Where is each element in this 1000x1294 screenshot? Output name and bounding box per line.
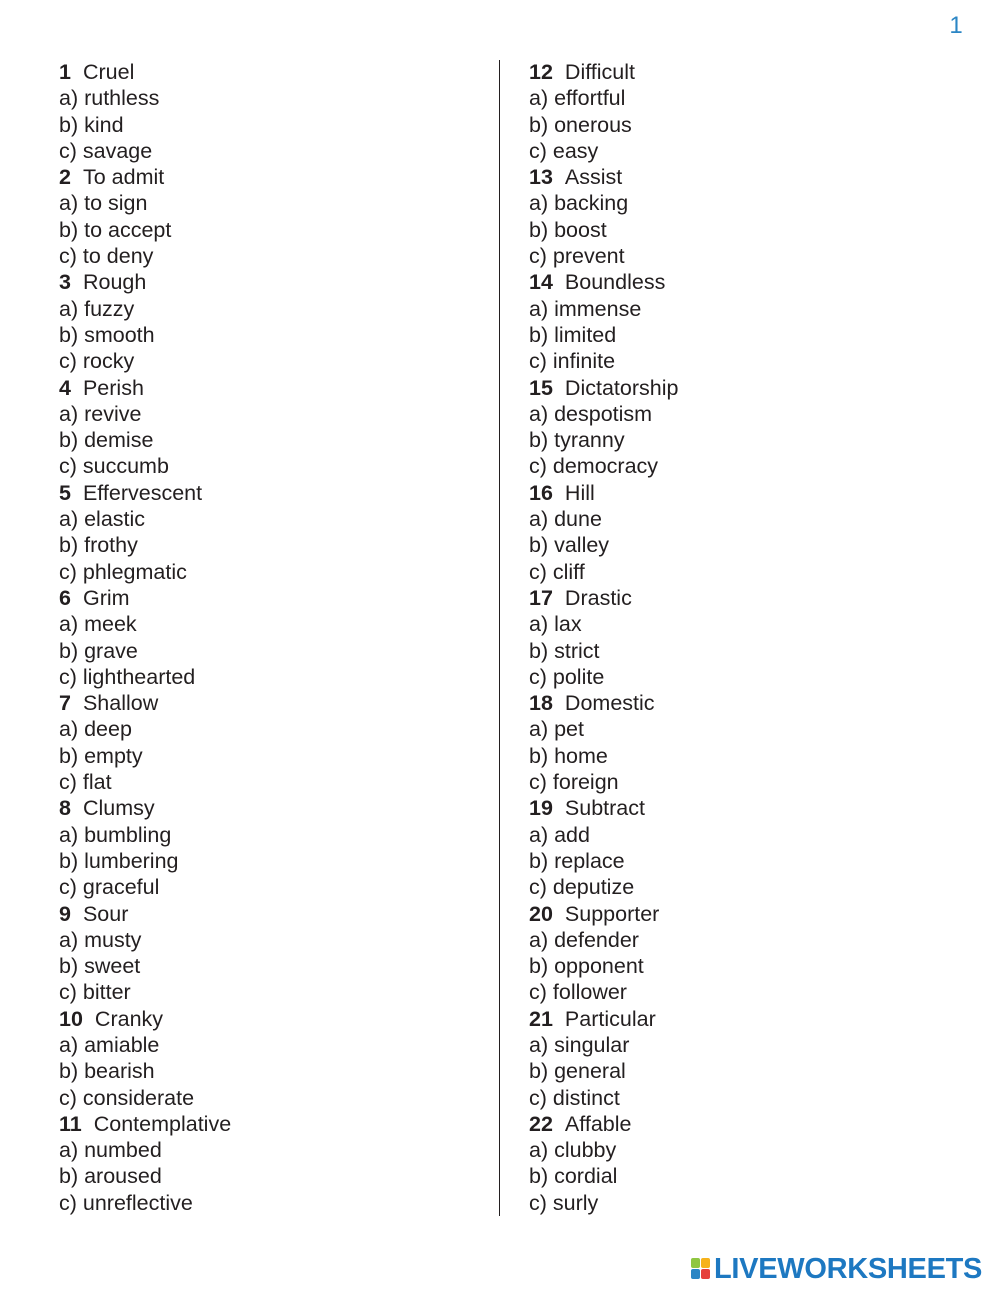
answer-option[interactable]: b) home bbox=[529, 743, 608, 768]
answer-option[interactable]: b) tyranny bbox=[529, 428, 625, 453]
answer-option[interactable]: b) lumbering bbox=[59, 848, 179, 873]
question-word: Cruel bbox=[82, 60, 135, 84]
question-heading bbox=[59, 59, 479, 85]
question-word: Boundless bbox=[564, 270, 666, 295]
answer-option[interactable]: c) deputize bbox=[529, 875, 635, 900]
question-word: Domestic bbox=[564, 691, 655, 716]
question-block bbox=[59, 795, 479, 900]
answer-option[interactable]: a) despotism bbox=[529, 401, 653, 426]
question-word: Contemplative bbox=[93, 1111, 232, 1136]
answer-option[interactable]: c) foreign bbox=[529, 770, 619, 795]
question-block bbox=[59, 375, 479, 480]
liveworksheets-logo bbox=[691, 1253, 982, 1285]
question-number: 6 bbox=[59, 585, 71, 610]
brand-wordmark: LIVEWORKSHEETS bbox=[714, 1253, 983, 1285]
question-word: To admit bbox=[82, 165, 165, 190]
question-word: Sour bbox=[82, 901, 129, 926]
question-block bbox=[529, 480, 949, 585]
answer-option[interactable]: a) deep bbox=[59, 717, 132, 742]
question-word: Particular bbox=[564, 1006, 656, 1031]
answer-option[interactable]: b) strict bbox=[529, 638, 600, 663]
question-word: Clumsy bbox=[82, 796, 155, 821]
answer-option[interactable]: b) boost bbox=[529, 217, 607, 242]
question-number: 5 bbox=[59, 480, 71, 505]
question-block bbox=[529, 59, 949, 164]
answer-option[interactable]: a) backing bbox=[529, 191, 629, 216]
question-heading bbox=[529, 375, 949, 401]
question-number: 11 bbox=[59, 1111, 82, 1136]
question-number: 18 bbox=[529, 691, 553, 716]
answer-option[interactable]: b) bearish bbox=[59, 1059, 155, 1084]
question-number: 10 bbox=[59, 1006, 83, 1031]
answer-option[interactable]: c) infinite bbox=[529, 349, 616, 374]
question-number: 2 bbox=[59, 165, 71, 190]
answer-option[interactable]: c) graceful bbox=[59, 875, 160, 900]
question-heading bbox=[529, 795, 949, 821]
answer-option[interactable]: b) valley bbox=[529, 533, 610, 558]
question-word: Difficult bbox=[564, 60, 636, 84]
question-number: 19 bbox=[529, 796, 553, 821]
answer-option[interactable]: b) frothy bbox=[59, 533, 138, 558]
answer-option[interactable]: a) amiable bbox=[59, 1032, 160, 1057]
question-number: 7 bbox=[59, 691, 71, 716]
question-number: 22 bbox=[529, 1111, 553, 1136]
question-heading bbox=[59, 901, 479, 927]
liveworksheets-logo-icon bbox=[691, 1258, 711, 1280]
question-number: 8 bbox=[59, 796, 71, 821]
answer-option[interactable]: c) succumb bbox=[59, 454, 169, 479]
question-block bbox=[529, 269, 949, 374]
question-word: Rough bbox=[82, 270, 147, 295]
answer-option[interactable]: b) cordial bbox=[529, 1164, 618, 1189]
question-block bbox=[529, 585, 949, 690]
question-number: 15 bbox=[529, 375, 553, 400]
question-heading bbox=[59, 269, 479, 295]
answer-option[interactable]: a) pet bbox=[529, 717, 584, 742]
answer-option[interactable]: c) bitter bbox=[59, 980, 131, 1005]
question-number: 12 bbox=[529, 60, 553, 84]
answer-option[interactable]: b) replace bbox=[529, 848, 625, 873]
answer-option[interactable]: a) add bbox=[529, 822, 590, 847]
answer-option[interactable]: a) lax bbox=[529, 612, 582, 637]
question-heading bbox=[529, 901, 949, 927]
question-number: 9 bbox=[59, 901, 71, 926]
question-word: Supporter bbox=[564, 901, 660, 926]
question-word: Dictatorship bbox=[564, 375, 679, 400]
answer-option[interactable]: b) sweet bbox=[59, 954, 141, 979]
answer-option[interactable]: c) distinct bbox=[529, 1085, 620, 1110]
question-number: 13 bbox=[529, 165, 553, 190]
question-block bbox=[529, 375, 949, 480]
question-word: Effervescent bbox=[82, 480, 203, 505]
answer-option[interactable]: b) to accept bbox=[59, 217, 172, 242]
question-block bbox=[529, 690, 949, 795]
question-word: Affable bbox=[564, 1111, 632, 1136]
answer-option[interactable]: c) easy bbox=[529, 138, 599, 163]
question-heading bbox=[529, 164, 949, 190]
question-heading bbox=[59, 375, 479, 401]
answer-option[interactable]: a) revive bbox=[59, 401, 142, 426]
question-heading bbox=[529, 585, 949, 611]
question-word: Subtract bbox=[564, 796, 645, 821]
answer-option[interactable]: a) ruthless bbox=[59, 86, 160, 111]
answer-option[interactable]: a) fuzzy bbox=[59, 296, 135, 321]
question-block bbox=[59, 59, 479, 164]
question-word: Perish bbox=[82, 375, 144, 400]
question-word: Shallow bbox=[82, 691, 159, 716]
answer-option[interactable]: b) empty bbox=[59, 743, 143, 768]
answer-option[interactable]: a) elastic bbox=[59, 507, 146, 532]
answer-option[interactable]: a) immense bbox=[529, 296, 642, 321]
answer-option[interactable]: b) grave bbox=[59, 638, 138, 663]
answer-option[interactable]: a) dune bbox=[529, 507, 602, 532]
answer-option[interactable]: a) meek bbox=[59, 612, 137, 637]
question-block bbox=[59, 269, 479, 374]
question-block bbox=[529, 795, 949, 900]
question-word: Drastic bbox=[564, 585, 632, 610]
questions-column-left bbox=[59, 59, 479, 1216]
answer-option[interactable]: a) singular bbox=[529, 1032, 630, 1057]
question-heading bbox=[529, 480, 949, 506]
answer-option[interactable]: b) general bbox=[529, 1059, 626, 1084]
question-heading bbox=[59, 795, 479, 821]
answer-option[interactable]: a) to sign bbox=[59, 191, 148, 216]
answer-option[interactable]: c) lighthearted bbox=[59, 664, 196, 689]
question-word: Grim bbox=[82, 585, 130, 610]
question-heading bbox=[529, 59, 949, 85]
question-heading bbox=[59, 1111, 479, 1137]
answer-option[interactable]: c) prevent bbox=[529, 244, 625, 269]
answer-option[interactable]: c) follower bbox=[529, 980, 627, 1005]
answer-option[interactable]: a) bumbling bbox=[59, 822, 172, 847]
answer-option[interactable]: c) considerate bbox=[59, 1085, 195, 1110]
question-word: Cranky bbox=[94, 1006, 164, 1031]
answer-option[interactable]: a) effortful bbox=[529, 86, 626, 111]
page-number: 1 bbox=[949, 12, 963, 39]
question-heading bbox=[59, 690, 479, 716]
question-heading bbox=[59, 480, 479, 506]
answer-option[interactable]: b) opponent bbox=[529, 954, 644, 979]
question-number: 17 bbox=[529, 585, 553, 610]
question-heading bbox=[529, 1006, 949, 1032]
answer-option[interactable]: c) to deny bbox=[59, 244, 154, 269]
answer-option[interactable]: b) kind bbox=[59, 112, 124, 137]
question-heading bbox=[529, 269, 949, 295]
question-block bbox=[529, 901, 949, 1006]
question-number: 3 bbox=[59, 270, 71, 295]
question-heading bbox=[529, 690, 949, 716]
answer-option[interactable]: c) polite bbox=[529, 664, 605, 689]
question-block bbox=[529, 1111, 949, 1216]
question-heading bbox=[59, 585, 479, 611]
answer-option[interactable]: c) savage bbox=[59, 138, 153, 163]
question-block bbox=[59, 164, 479, 269]
answer-option[interactable]: c) democracy bbox=[529, 454, 659, 479]
answer-option[interactable]: a) defender bbox=[529, 927, 639, 952]
answer-option[interactable]: c) phlegmatic bbox=[59, 559, 187, 584]
answer-option[interactable]: a) clubby bbox=[529, 1138, 617, 1163]
answer-option[interactable]: b) aroused bbox=[59, 1164, 162, 1189]
question-block bbox=[59, 480, 479, 585]
answer-option[interactable]: b) limited bbox=[529, 322, 617, 347]
question-heading bbox=[59, 164, 479, 190]
column-divider bbox=[499, 60, 500, 1216]
question-block bbox=[59, 585, 479, 690]
question-number: 21 bbox=[529, 1006, 553, 1031]
answer-option[interactable]: a) numbed bbox=[59, 1138, 162, 1163]
question-block bbox=[59, 901, 479, 1006]
answer-option[interactable]: c) cliff bbox=[529, 559, 585, 584]
question-number: 20 bbox=[529, 901, 553, 926]
answer-option[interactable]: a) musty bbox=[59, 927, 142, 952]
question-word: Hill bbox=[564, 480, 595, 505]
answer-option[interactable]: c) surly bbox=[529, 1190, 599, 1215]
questions-column-right bbox=[529, 59, 949, 1216]
question-heading bbox=[529, 1111, 949, 1137]
question-block bbox=[529, 1006, 949, 1111]
question-number: 4 bbox=[59, 375, 71, 400]
question-number: 16 bbox=[529, 480, 553, 505]
answer-option[interactable]: c) flat bbox=[59, 770, 112, 795]
answer-option[interactable]: b) onerous bbox=[529, 112, 632, 137]
question-heading bbox=[59, 1006, 479, 1032]
question-block bbox=[529, 164, 949, 269]
question-block bbox=[59, 1111, 479, 1216]
answer-option[interactable]: c) rocky bbox=[59, 349, 135, 374]
question-number: 14 bbox=[529, 270, 553, 295]
question-block bbox=[59, 690, 479, 795]
question-number: 1 bbox=[59, 60, 71, 84]
question-block bbox=[59, 1006, 479, 1111]
answer-option[interactable]: c) unreflective bbox=[59, 1190, 193, 1215]
answer-option[interactable]: b) smooth bbox=[59, 322, 155, 347]
answer-option[interactable]: b) demise bbox=[59, 428, 154, 453]
question-word: Assist bbox=[564, 165, 623, 190]
